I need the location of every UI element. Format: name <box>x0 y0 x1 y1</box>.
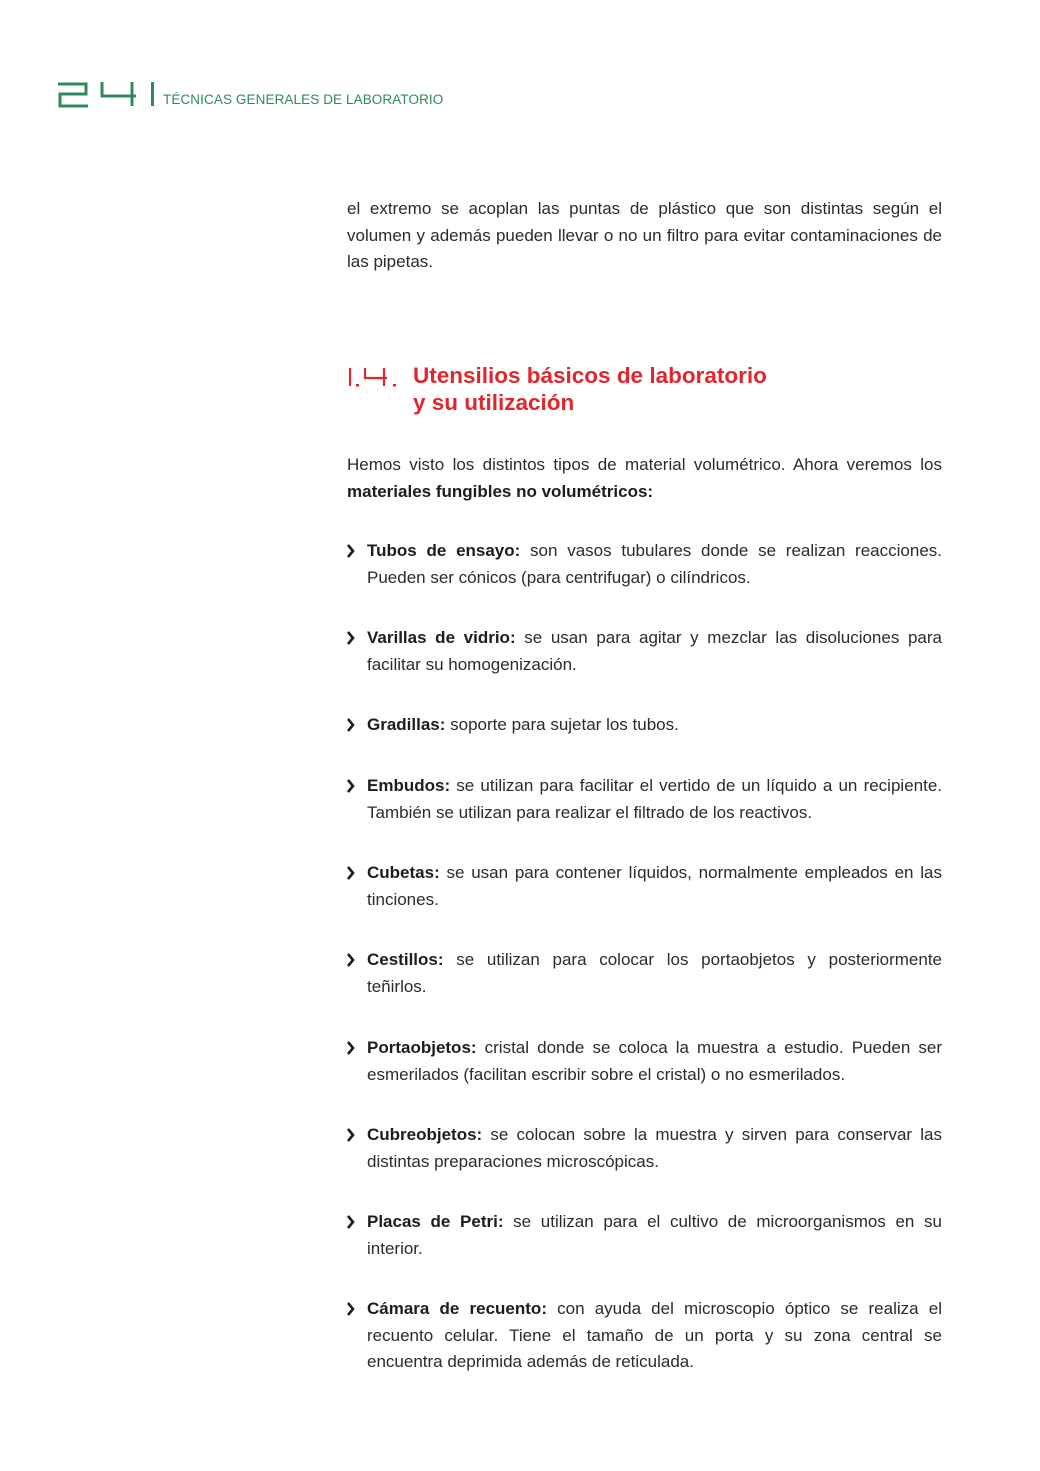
list-item <box>347 773 942 826</box>
list-item-text <box>367 1209 942 1262</box>
section-title-line2: y su utilización <box>413 390 575 415</box>
lead-bold: materiales fungibles no volumétricos: <box>347 481 654 501</box>
list-item-text <box>367 538 942 591</box>
section-heading <box>347 362 942 422</box>
list-item-term: Portaobjetos: <box>367 1038 477 1057</box>
list-item <box>347 1035 942 1088</box>
bullet-chevron-icon <box>347 1041 355 1055</box>
bullet-chevron-icon <box>347 779 355 793</box>
list-item-term: Placas de Petri: <box>367 1212 504 1231</box>
list-item-desc: se utilizan para colocar los portaobjetos y posteriormente teñirlos. <box>367 950 942 996</box>
list-item-term: Varillas de vidrio: <box>367 628 516 647</box>
list-item-text <box>367 773 942 826</box>
page-number-glyphs <box>56 78 140 110</box>
bullet-chevron-icon <box>347 718 355 732</box>
list-item-term: Cubetas: <box>367 863 440 882</box>
list-item-text <box>367 947 942 1000</box>
section-number-text <box>347 388 348 389</box>
section-number-glyphs <box>347 366 405 388</box>
bullet-chevron-icon <box>347 544 355 558</box>
list-item <box>347 947 942 1000</box>
section-title <box>413 362 933 416</box>
list-item-text <box>367 712 942 739</box>
list-item-term: Embudos: <box>367 776 451 795</box>
list-item-desc: se colocan sobre la muestra y sirven para conservar las distintas preparaciones microscópicas. <box>367 1125 942 1171</box>
list-item-desc: cristal donde se coloca la muestra a estudio. Pueden ser esmerilados (facilitan escribir sobre el cristal) o no esmerilados. <box>367 1038 942 1084</box>
bullet-chevron-icon <box>347 1128 355 1142</box>
list-item-text <box>367 1296 942 1376</box>
list-item-term: Cestillos: <box>367 950 444 969</box>
list-item <box>347 538 942 591</box>
list-item-desc: soporte para sujetar los tubos. <box>445 715 679 734</box>
header-divider <box>151 82 154 106</box>
list-item <box>347 1296 942 1376</box>
list-item-term: Cámara de recuento: <box>367 1299 547 1318</box>
bullet-chevron-icon <box>347 631 355 645</box>
section-number <box>347 366 405 388</box>
list-item-desc: con ayuda del microscopio óptico se realiza el recuento celular. Tiene el tamaño de un porta y su zona central se encuentra deprimida además de reticulada. <box>367 1299 942 1371</box>
list-item-term: Cubreobjetos: <box>367 1125 483 1144</box>
list-item-text <box>367 1122 942 1175</box>
list-item-text <box>367 1035 942 1088</box>
page-number-text <box>56 110 57 111</box>
list-item <box>347 625 942 678</box>
list-item <box>347 712 942 739</box>
bullet-chevron-icon <box>347 1302 355 1316</box>
list-item-desc: se usan para agitar y mezclar las disoluciones para facilitar su homogenización. <box>367 628 943 674</box>
lead-paragraph <box>347 452 942 505</box>
list-item-desc: se usan para contener líquidos, normalmente empleados en las tinciones. <box>367 863 942 909</box>
section-title-line1: Utensilios básicos de laboratorio <box>413 363 767 388</box>
bullet-chevron-icon <box>347 953 355 967</box>
page-number <box>56 78 140 110</box>
lead-text: Hemos visto los distintos tipos de material volumétrico. Ahora veremos los <box>347 455 942 474</box>
intro-paragraph: el extremo se acoplan las puntas de plástico que son distintas según el volumen y además pueden llevar o no un filtro para evitar contaminaciones de las pipetas. <box>347 199 942 271</box>
list-item-term: Tubos de ensayo: <box>367 541 521 560</box>
list-item-term: Gradillas: <box>367 715 446 734</box>
header-title: TÉCNICAS GENERALES DE LABORATORIO <box>163 92 444 107</box>
list-item <box>347 1122 942 1175</box>
list-item-text <box>367 625 942 678</box>
bullet-chevron-icon <box>347 866 355 880</box>
list-item <box>347 1209 942 1262</box>
list-item-text <box>367 860 942 913</box>
list-item-desc: se utilizan para el cultivo de microorganismos en su interior. <box>367 1212 943 1258</box>
list-item <box>347 860 942 913</box>
list-item-desc: son vasos tubulares donde se realizan reacciones. Pueden ser cónicos (para centrifugar) o cilíndricos. <box>367 541 942 587</box>
bullet-chevron-icon <box>347 1215 355 1229</box>
list-item-desc: se utilizan para facilitar el vertido de un líquido a un recipiente. También se utilizan para realizar el filtrado de los reactivos. <box>367 776 942 822</box>
